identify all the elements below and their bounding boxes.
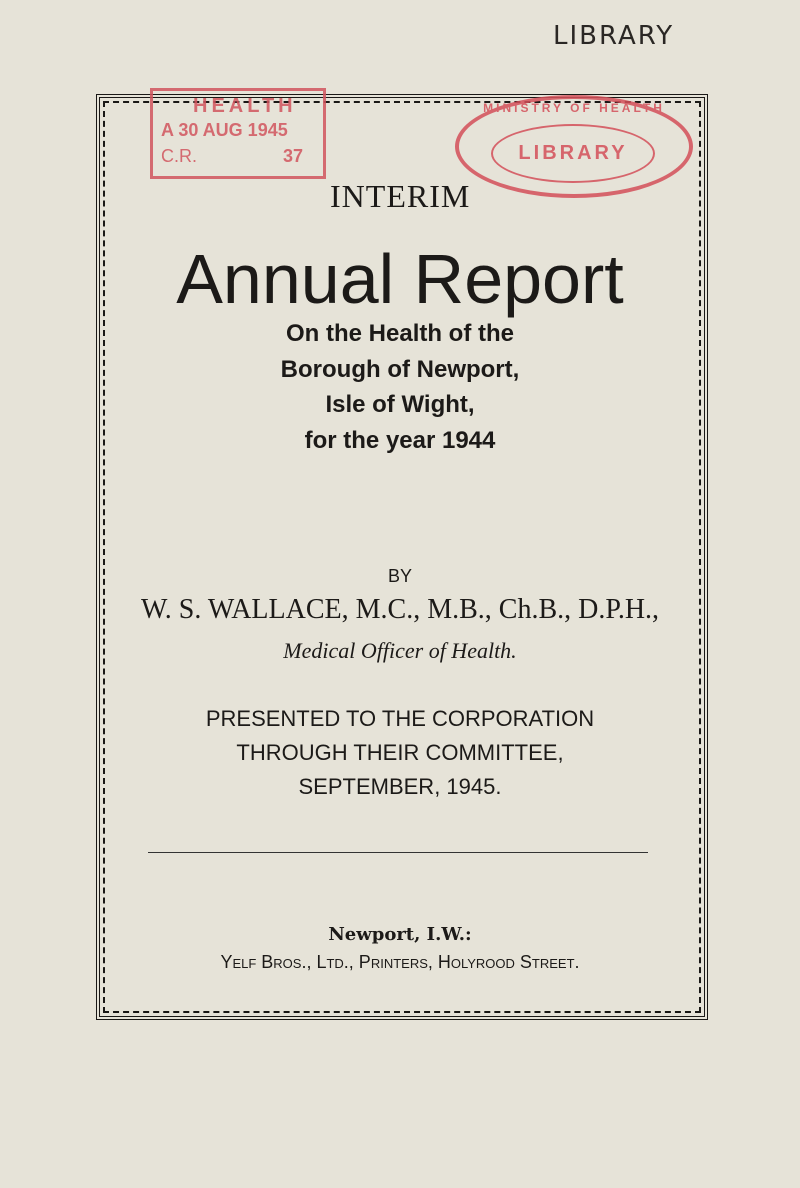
subtitle-line: Borough of Newport,: [280, 356, 520, 383]
stamp-center-text: LIBRARY: [491, 124, 655, 183]
presented-line: PRESENTED TO THE CORPORATION: [205, 706, 595, 731]
divider: [148, 852, 648, 853]
printer-text: Yelf Bros., Ltd., Printers, Holyrood Street.: [220, 952, 580, 972]
stamp-line1: HEALTH: [193, 95, 297, 117]
imprint-printer: [0, 952, 800, 973]
stamp-ring-text: MINISTRY OF HEALTH: [483, 101, 665, 115]
library-stamp: [455, 95, 693, 198]
stamp-number: 37: [283, 146, 304, 166]
stamp-date: A 30 AUG 1945: [161, 120, 288, 140]
received-stamp: [150, 88, 326, 179]
handwritten-note: LIBRARY: [553, 21, 675, 51]
presented-line: SEPTEMBER, 1945.: [298, 774, 502, 799]
decorative-border: [96, 94, 708, 1020]
by-label: BY: [387, 566, 412, 586]
presented-line: THROUGH THEIR COMMITTEE,: [236, 740, 564, 765]
imprint-place: Newport, I.W.:: [328, 924, 472, 945]
author-role: Medical Officer of Health.: [283, 638, 517, 663]
author: W. S. WALLACE, M.C., M.B., Ch.B., D.P.H.,: [140, 594, 660, 625]
stamp-initials: C.R.: [161, 146, 197, 166]
subtitle-line: On the Health of the: [286, 320, 514, 347]
interim-label: INTERIM: [330, 178, 471, 214]
page-title: Annual Report: [176, 240, 624, 318]
subtitle-line: Isle of Wight,: [325, 391, 475, 418]
subtitle-line: for the year 1944: [304, 427, 496, 454]
